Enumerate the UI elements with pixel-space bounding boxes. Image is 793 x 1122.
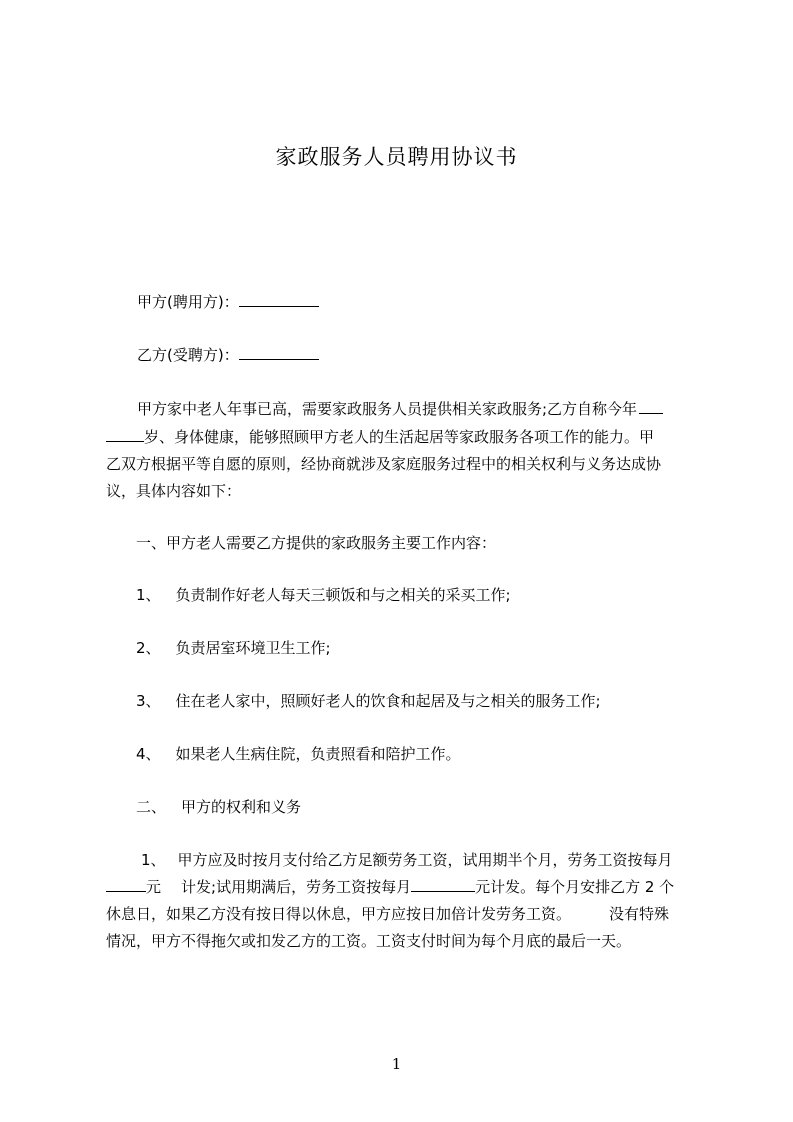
wage-unit: 元 — [146, 878, 162, 896]
item-number: 1、 — [136, 586, 161, 604]
party-a-blank — [239, 292, 319, 307]
item-text: 负责制作好老人每天三顿饭和与之相关的采买工作; — [175, 586, 511, 604]
age-blank-end — [106, 427, 144, 442]
item-text: 休息日，如果乙方没有按日得以休息，甲方应按日加倍计发劳务工资。 — [106, 905, 572, 923]
party-a-label: 甲方(聘用方)： — [137, 293, 239, 311]
item-text: 住在老人家中，照顾好老人的饮食和起居及与之相关的服务工作; — [175, 692, 601, 710]
item-text: 负责居室环境卫生工作; — [175, 639, 331, 657]
section-2-item-1-line-1 — [141, 850, 673, 870]
section-1-item-4 — [136, 744, 461, 764]
item-number: 3、 — [136, 692, 161, 710]
section-2-title: 甲方的权利和义务 — [181, 798, 302, 816]
section-2-heading — [136, 797, 301, 817]
document-title: 家政服务人员聘用协议书 — [275, 145, 518, 169]
intro-line-4: 议，具体内容如下： — [106, 482, 242, 500]
page-number: 1 — [391, 1055, 402, 1073]
section-1-heading: 一、甲方老人需要乙方提供的家政服务主要工作内容： — [136, 534, 497, 552]
party-b-line — [137, 345, 319, 365]
item-text: 元计发。每个月安排乙方 2 个 — [475, 878, 675, 896]
intro-line-3: 乙双方根据平等自愿的原则，经协商就涉及家庭服务过程中的相关权利与义务达成协 — [106, 455, 662, 473]
section-2-number: 二、 — [136, 798, 167, 816]
item-number: 4、 — [136, 745, 161, 763]
item-text: 如果老人生病住院，负责照看和陪护工作。 — [175, 745, 461, 763]
item-text: 甲方应及时按月支付给乙方足额劳务工资，试用期半个月，劳务工资按每月 — [177, 851, 673, 869]
item-text: 计发;试用期满后，劳务工资按每月 — [181, 878, 412, 896]
section-2-item-1-line-3 — [106, 904, 669, 924]
section-1-item-2 — [136, 638, 331, 658]
trial-wage-blank — [106, 877, 146, 892]
section-2-item-1-line-2 — [106, 877, 674, 897]
item-number: 2、 — [136, 639, 161, 657]
intro-line-2 — [106, 427, 654, 447]
section-1-item-3 — [136, 691, 601, 711]
party-a-line — [137, 292, 319, 312]
age-blank-start — [639, 399, 663, 414]
item-text: 没有特殊 — [609, 905, 670, 923]
item-number: 1、 — [141, 851, 166, 869]
section-2-item-1-line-4: 情况，甲方不得拖欠或扣发乙方的工资。工资支付时间为每个月底的最后一天。 — [106, 932, 632, 950]
section-1-item-1 — [136, 585, 511, 605]
intro-text-2: 岁、身体健康，能够照顾甲方老人的生活起居等家政服务各项工作的能力。甲 — [144, 428, 655, 446]
party-b-label: 乙方(受聘方)： — [137, 346, 239, 364]
intro-line-1 — [137, 399, 663, 419]
party-b-blank — [239, 345, 319, 360]
formal-wage-blank — [411, 877, 475, 892]
intro-text-1: 甲方家中老人年事已高，需要家政服务人员提供相关家政服务;乙方自称今年 — [137, 400, 638, 418]
